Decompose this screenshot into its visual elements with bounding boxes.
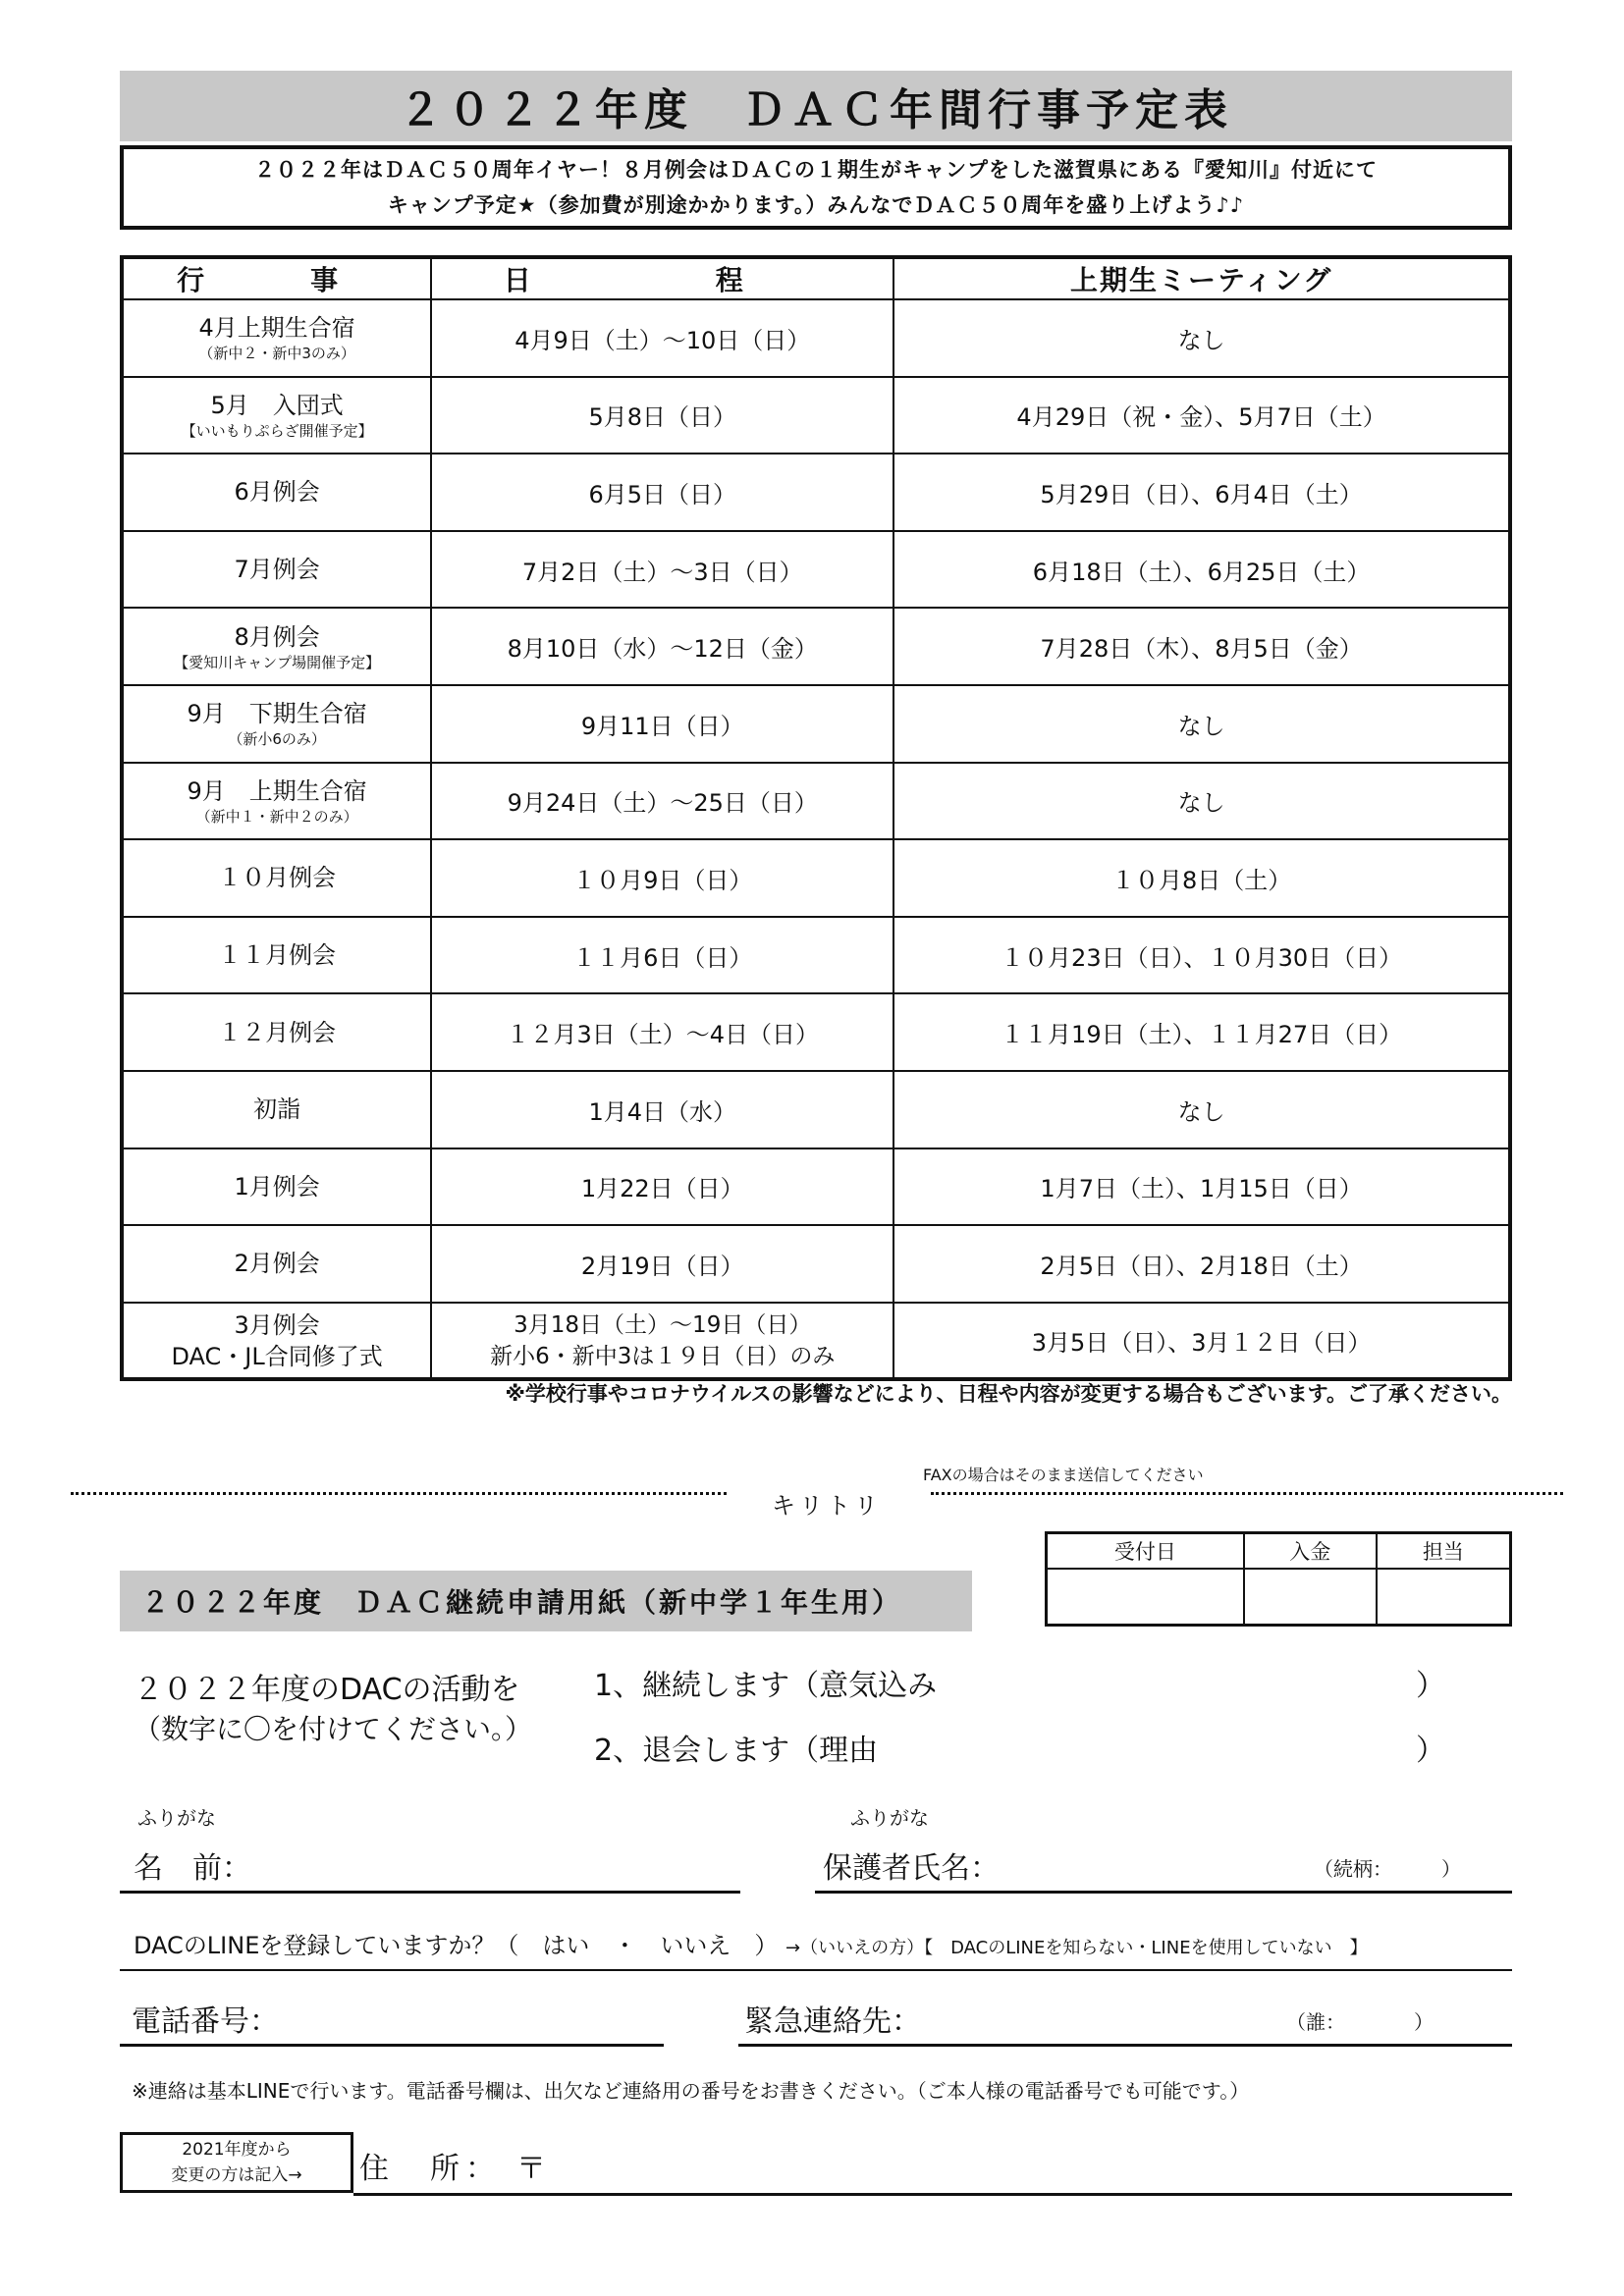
table-row — [122, 685, 1510, 763]
event-name: １２月例会 — [218, 1018, 337, 1046]
relation-note: （続柄： ） — [1314, 1857, 1461, 1881]
office-received-date: 受付日 — [1047, 1533, 1244, 1569]
header-date: 日 程 — [431, 257, 893, 299]
date-line-2: 新小6・新中3は１９日（日）のみ — [490, 1343, 836, 1369]
event-cell — [122, 993, 431, 1071]
activity-prompt — [134, 1671, 532, 1749]
address-change-line-1: 2021年度から — [182, 2140, 292, 2160]
date-cell: １０月9日（日） — [431, 839, 893, 917]
date-cell: 9月24日（土）～25日（日） — [431, 763, 893, 840]
table-row — [122, 1071, 1510, 1148]
event-cell — [122, 1225, 431, 1303]
meeting-cell: １１月19日（土）、１１月27日（日） — [893, 993, 1510, 1071]
meeting-cell: なし — [893, 1071, 1510, 1148]
guardian-furigana-label: ふりがな — [850, 1806, 929, 1830]
event-name: 3月例会 — [234, 1310, 320, 1339]
table-row — [122, 1225, 1510, 1303]
table-row — [122, 377, 1510, 454]
event-cell — [122, 917, 431, 994]
header-event: 行 事 — [122, 257, 431, 299]
event-name-line2: DAC・JL合同修了式 — [171, 1342, 383, 1370]
contact-note: ※連絡は基本LINEで行います。電話番号欄は、出欠など連絡用の番号をお書きください。（ご本人様の電話番号でも可能です。） — [132, 2079, 1250, 2103]
meeting-cell: 2月5日（日）、2月18日（土） — [893, 1225, 1510, 1303]
event-cell — [122, 299, 431, 377]
date-cell: 4月9日（土）～10日（日） — [431, 299, 893, 377]
table-row — [122, 917, 1510, 994]
event-name: 4月上期生合宿 — [198, 314, 355, 343]
event-cell — [122, 763, 431, 840]
event-name: 初詣 — [253, 1095, 301, 1124]
event-cell — [122, 1071, 431, 1148]
address-field[interactable] — [353, 2193, 1512, 2196]
date-cell: 9月11日（日） — [431, 685, 893, 763]
address-label: 住 所： — [359, 2152, 501, 2186]
phone-label: 電話番号： — [132, 2004, 279, 2039]
meeting-cell: １０月8日（土） — [893, 839, 1510, 917]
name-field[interactable] — [120, 1891, 740, 1894]
meeting-cell: 4月29日（祝・金）、5月7日（土） — [893, 377, 1510, 454]
event-cell — [122, 1148, 431, 1226]
meeting-cell: 6月18日（土）、6月25日（土） — [893, 531, 1510, 609]
date-cell: 6月5日（日） — [431, 454, 893, 531]
event-note: 【愛知川キャンプ場開催予定】 — [174, 653, 381, 671]
fax-note: FAXの場合はそのまま送信してください — [923, 1466, 1204, 1484]
address-change-line-2: 変更の方は記入→ — [171, 2165, 302, 2185]
event-note: （新中２・新中3のみ） — [198, 345, 355, 363]
meeting-cell: なし — [893, 299, 1510, 377]
event-name: 2月例会 — [234, 1250, 320, 1278]
meeting-cell: 5月29日（日）、6月4日（土） — [893, 454, 1510, 531]
event-name: 6月例会 — [234, 478, 320, 507]
page-title: ２０２２年度 ＤＡＣ年間行事予定表 — [120, 71, 1512, 141]
date-cell: 8月10日（水）～12日（金） — [431, 608, 893, 685]
event-cell — [122, 608, 431, 685]
choice-withdraw-close-paren: ） — [1416, 1734, 1445, 1768]
event-cell — [122, 839, 431, 917]
table-row — [122, 993, 1510, 1071]
line-question-text: DACのLINEを登録していますか？（ はい ・ いいえ ） — [134, 1932, 779, 1959]
meeting-cell: 1月7日（土）、1月15日（日） — [893, 1148, 1510, 1226]
event-cell — [122, 454, 431, 531]
event-name: 1月例会 — [234, 1172, 320, 1201]
date-cell: 1月4日（水） — [431, 1071, 893, 1148]
table-row — [122, 454, 1510, 531]
date-cell: 5月8日（日） — [431, 377, 893, 454]
date-line-1: 3月18日（土）～19日（日） — [514, 1311, 812, 1338]
line-question-underline — [120, 1969, 1512, 1971]
table-row — [122, 531, 1510, 609]
event-name: 5月 入団式 — [210, 391, 344, 419]
choice-continue[interactable]: 1、継続します（意気込み — [594, 1669, 938, 1703]
event-cell — [122, 1303, 431, 1380]
date-cell: １１月6日（日） — [431, 917, 893, 994]
line-question-followup: →（いいえの方）【 DACのLINEを知らない・LINEを使用していない 】 — [785, 1938, 1368, 1958]
event-note: （新中１・新中２のみ） — [195, 807, 358, 826]
notice-line-2: キャンプ予定★（参加費が別途かかります。）みんなでＤＡＣ５０周年を盛り上げよう♪♪ — [387, 193, 1245, 217]
table-row — [122, 1303, 1510, 1380]
office-header-row — [1047, 1533, 1511, 1569]
event-note: 【いいもりぷらざ開催予定】 — [181, 421, 373, 440]
event-name: 7月例会 — [234, 556, 320, 584]
choice-continue-close-paren: ） — [1416, 1669, 1445, 1703]
emergency-who-note: （誰： ） — [1286, 2010, 1434, 2034]
cut-line-left — [71, 1492, 727, 1495]
table-row — [122, 763, 1510, 840]
office-payment: 入金 — [1244, 1533, 1377, 1569]
office-use-table — [1045, 1531, 1512, 1627]
office-received-date-field — [1047, 1569, 1244, 1626]
meeting-cell: 7月28日（木）、8月5日（金） — [893, 608, 1510, 685]
notice-line-1: ２０２２年はＤＡＣ５０周年イヤー！８月例会はＤＡＣの１期生がキャンプをした滋賀県にある『愛知川』付近にて — [254, 158, 1378, 182]
header-meeting: 上期生ミーティング — [893, 257, 1510, 299]
meeting-cell: １０月23日（日）、１０月30日（日） — [893, 917, 1510, 994]
date-cell: 1月22日（日） — [431, 1148, 893, 1226]
event-name: １０月例会 — [218, 864, 337, 892]
event-cell — [122, 377, 431, 454]
meeting-cell: 3月5日（日）、3月１２日（日） — [893, 1303, 1510, 1380]
postal-mark: 〒 — [516, 2152, 546, 2186]
prompt-line-2: （数字に〇を付けてください。） — [134, 1713, 533, 1745]
office-staff-field — [1377, 1569, 1511, 1626]
date-cell — [431, 1303, 893, 1380]
event-name: 9月 上期生合宿 — [187, 776, 367, 805]
event-cell — [122, 685, 431, 763]
table-row — [122, 839, 1510, 917]
notice-box — [120, 145, 1512, 230]
choice-withdraw[interactable]: 2、退会します（理由 — [594, 1734, 879, 1768]
date-cell: 7月2日（土）～3日（日） — [431, 531, 893, 609]
schedule-header-row — [122, 257, 1510, 299]
schedule-table — [120, 255, 1512, 1381]
name-furigana-label: ふりがな — [137, 1806, 216, 1830]
meeting-cell: なし — [893, 763, 1510, 840]
office-staff: 担当 — [1377, 1533, 1511, 1569]
form-title: ２０２２年度 ＤＡＣ継続申請用紙（新中学１年生用） — [120, 1571, 972, 1631]
phone-field[interactable] — [120, 2044, 664, 2047]
table-row — [122, 1148, 1510, 1226]
line-registration-question — [134, 1926, 1368, 1960]
cut-label: キリトリ — [772, 1492, 882, 1520]
cut-line-right — [931, 1492, 1563, 1495]
date-cell: 2月19日（日） — [431, 1225, 893, 1303]
emergency-contact-label: 緊急連絡先： — [744, 2004, 921, 2039]
table-row — [122, 608, 1510, 685]
office-blank-row — [1047, 1569, 1511, 1626]
emergency-contact-field[interactable] — [738, 2044, 1512, 2047]
event-cell — [122, 531, 431, 609]
prompt-line-1: ２０２２年度のDACの活動を — [134, 1673, 520, 1707]
guardian-name-field[interactable] — [815, 1891, 1512, 1894]
meeting-cell: なし — [893, 685, 1510, 763]
date-cell: １２月3日（土）～4日（日） — [431, 993, 893, 1071]
event-note: （新小6のみ） — [228, 730, 326, 749]
name-label: 名 前： — [134, 1851, 251, 1886]
address-change-box — [120, 2132, 353, 2193]
event-name: 9月 下期生合宿 — [187, 700, 367, 728]
office-payment-field — [1244, 1569, 1377, 1626]
event-name: 8月例会 — [234, 622, 320, 651]
table-row — [122, 299, 1510, 377]
guardian-name-label: 保護者氏名： — [823, 1851, 1000, 1886]
schedule-footnote: ※学校行事やコロナウイルスの影響などにより、日程や内容が変更する場合もございます。ご了承ください。 — [505, 1382, 1512, 1406]
event-name: １１月例会 — [218, 941, 337, 970]
